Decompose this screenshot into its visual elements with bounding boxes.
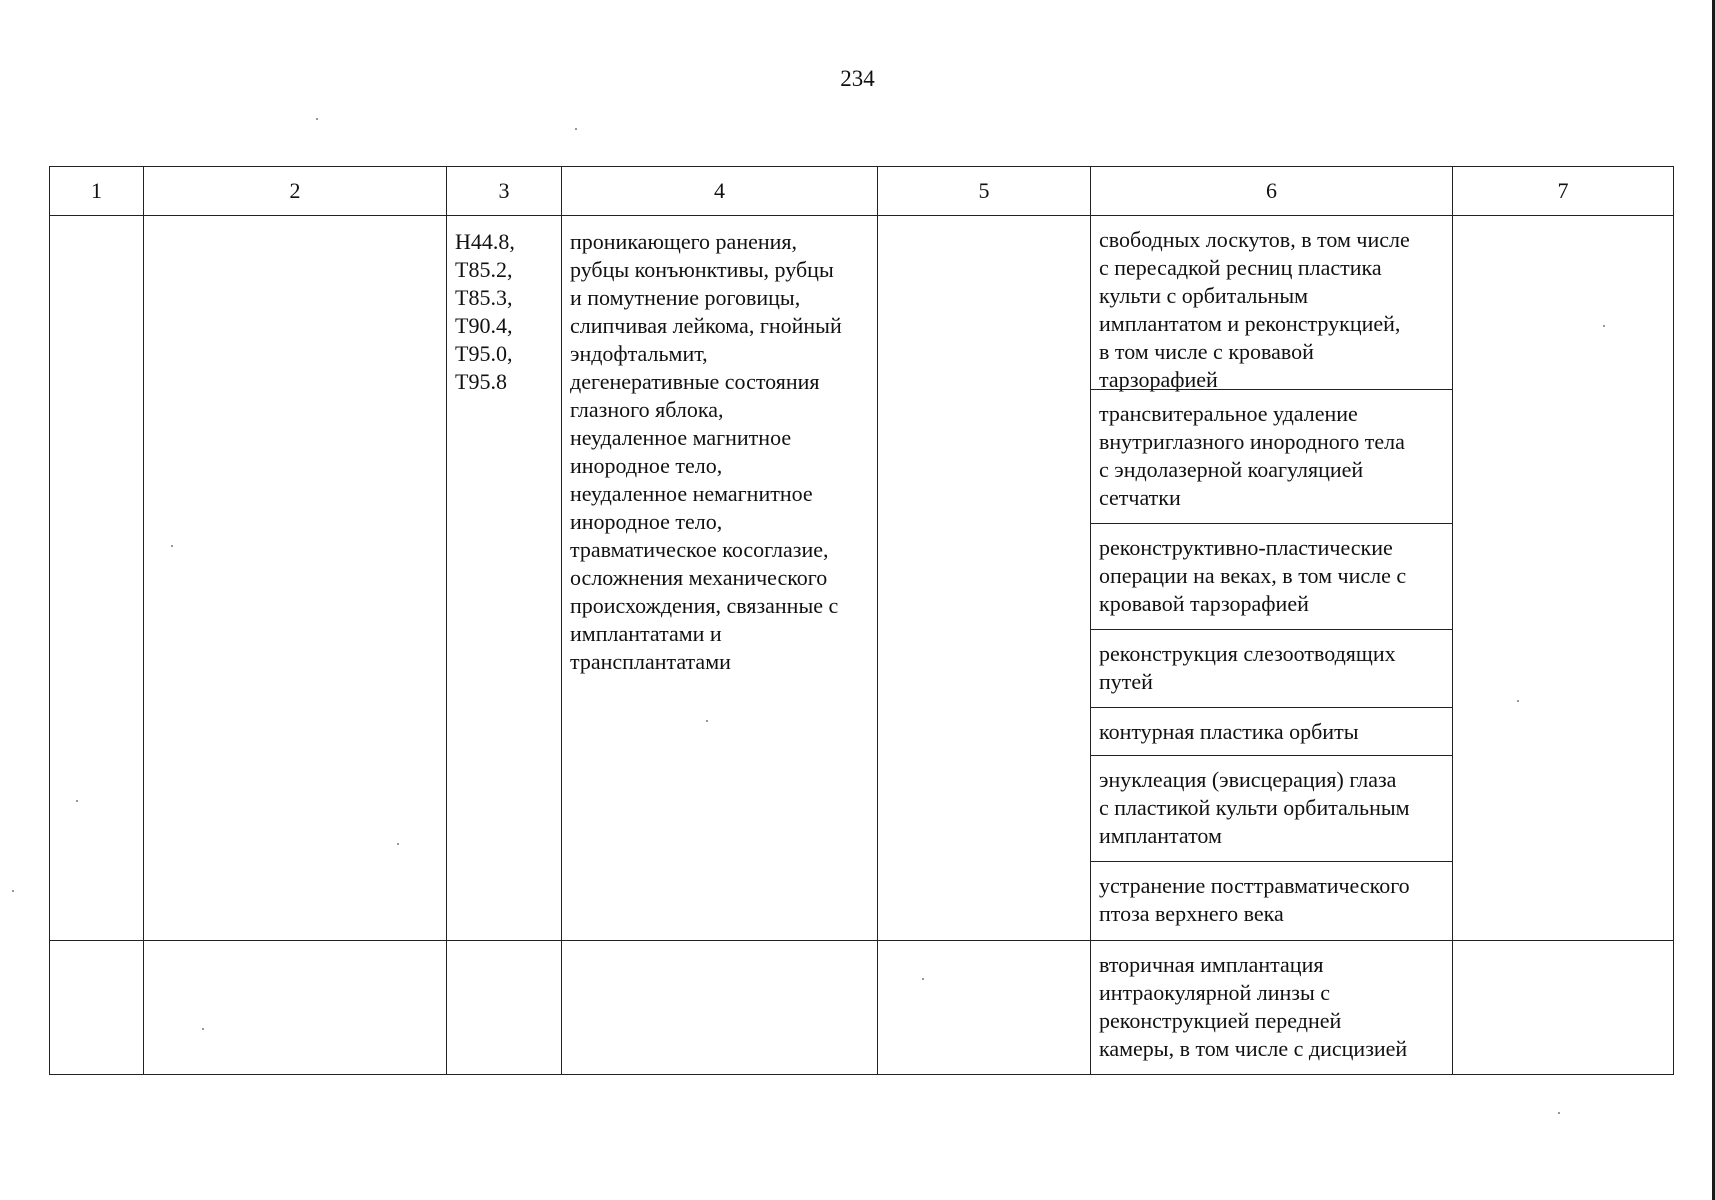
medical-procedures-table [49, 166, 1674, 1075]
scan-speck [202, 1028, 204, 1030]
diagnosis-codes: H44.8, T85.2, T85.3, T90.4, T95.0, T95.8 [455, 229, 515, 394]
diagnosis-codes [447, 941, 561, 959]
row1-col7-text [1453, 216, 1673, 234]
row2-col5-cell [878, 941, 1091, 1075]
row1-col2-text [144, 216, 446, 234]
scan-speck [76, 800, 78, 802]
row2-col2-cell [144, 941, 447, 1075]
scan-speck [171, 545, 173, 547]
procedure-item: устранение посттравматического птоза верхнего века [1099, 873, 1410, 926]
procedure-item: свободных лоскутов, в том числе с пересадкой ресниц пластика культи с орбитальным имплантатом и реконструкцией, в том числе с кровавой тарзорафией [1091, 216, 1452, 390]
row2-col5-text [878, 941, 1090, 959]
row1-col2-cell [144, 216, 447, 941]
scan-speck [1517, 700, 1519, 702]
scan-speck [1603, 325, 1605, 327]
procedure-item: реконструктивно-пластические операции на веках, в том числе с кровавой тарзорафией [1091, 524, 1452, 630]
row2-col7-cell [1453, 941, 1674, 1075]
row1-codes-cell [447, 216, 562, 941]
row1-col5-cell [878, 216, 1091, 941]
row2-col7-text [1453, 941, 1673, 959]
row1-col1-text [50, 216, 143, 234]
procedure-item: энуклеация (эвисцерация) глаза с пластикой культи орбитальным имплантатом [1091, 756, 1452, 862]
header-cell-7: 7 [1453, 167, 1674, 216]
row1-col1-cell [50, 216, 144, 941]
scan-speck [706, 720, 708, 722]
row2-col2-text [144, 941, 446, 959]
scan-speck [316, 118, 318, 120]
header-cell-3: 3 [447, 167, 562, 216]
row2-col1-cell [50, 941, 144, 1075]
header-cell-4: 4 [562, 167, 878, 216]
table-row [50, 941, 1674, 1075]
scan-speck [575, 128, 577, 130]
procedure-item: вторичная имплантация интраокулярной линзы с реконструкцией передней камеры, в том числе с дисцизией [1099, 952, 1408, 1061]
scan-speck [922, 978, 924, 980]
scan-speck [12, 890, 14, 892]
table-row [50, 216, 1674, 941]
header-row [50, 167, 1674, 216]
header-cell-5: 5 [878, 167, 1091, 216]
scan-speck [1558, 1112, 1560, 1114]
header-cell-6: 6 [1091, 167, 1453, 216]
row2-col1-text [50, 941, 143, 959]
condition-description: проникающего ранения, рубцы конъюнктивы, рубцы и помутнение роговицы, слипчивая лейкома, гнойный эндофтальмит, дегенеративные состояния глазного яблока, неудаленное магнитное инородное тело, неудаленное немагнитное инородное тело, травматическое косоглазие, осложнения механического происхождения, связанные с имплантатами и трансплантатами [570, 229, 842, 674]
row2-codes-cell [447, 941, 562, 1075]
procedure-item: контурная пластика орбиты [1091, 708, 1452, 756]
row1-procedures-cell [1091, 216, 1453, 941]
row1-description-cell [562, 216, 878, 941]
header-cell-2: 2 [144, 167, 447, 216]
procedure-item: реконструкция слезоотводящих путей [1091, 630, 1452, 708]
row1-col5-text [878, 216, 1090, 234]
scan-speck [397, 843, 399, 845]
procedure-item: трансвитеральное удаление внутриглазного инородного тела с эндолазерной коагуляцией сетчатки [1091, 390, 1452, 524]
page-number: 234 [840, 66, 875, 91]
row2-description-cell [562, 941, 878, 1075]
header-cell-1: 1 [50, 167, 144, 216]
row1-col7-cell [1453, 216, 1674, 941]
row2-procedures-cell [1091, 941, 1453, 1075]
condition-description [562, 941, 877, 959]
